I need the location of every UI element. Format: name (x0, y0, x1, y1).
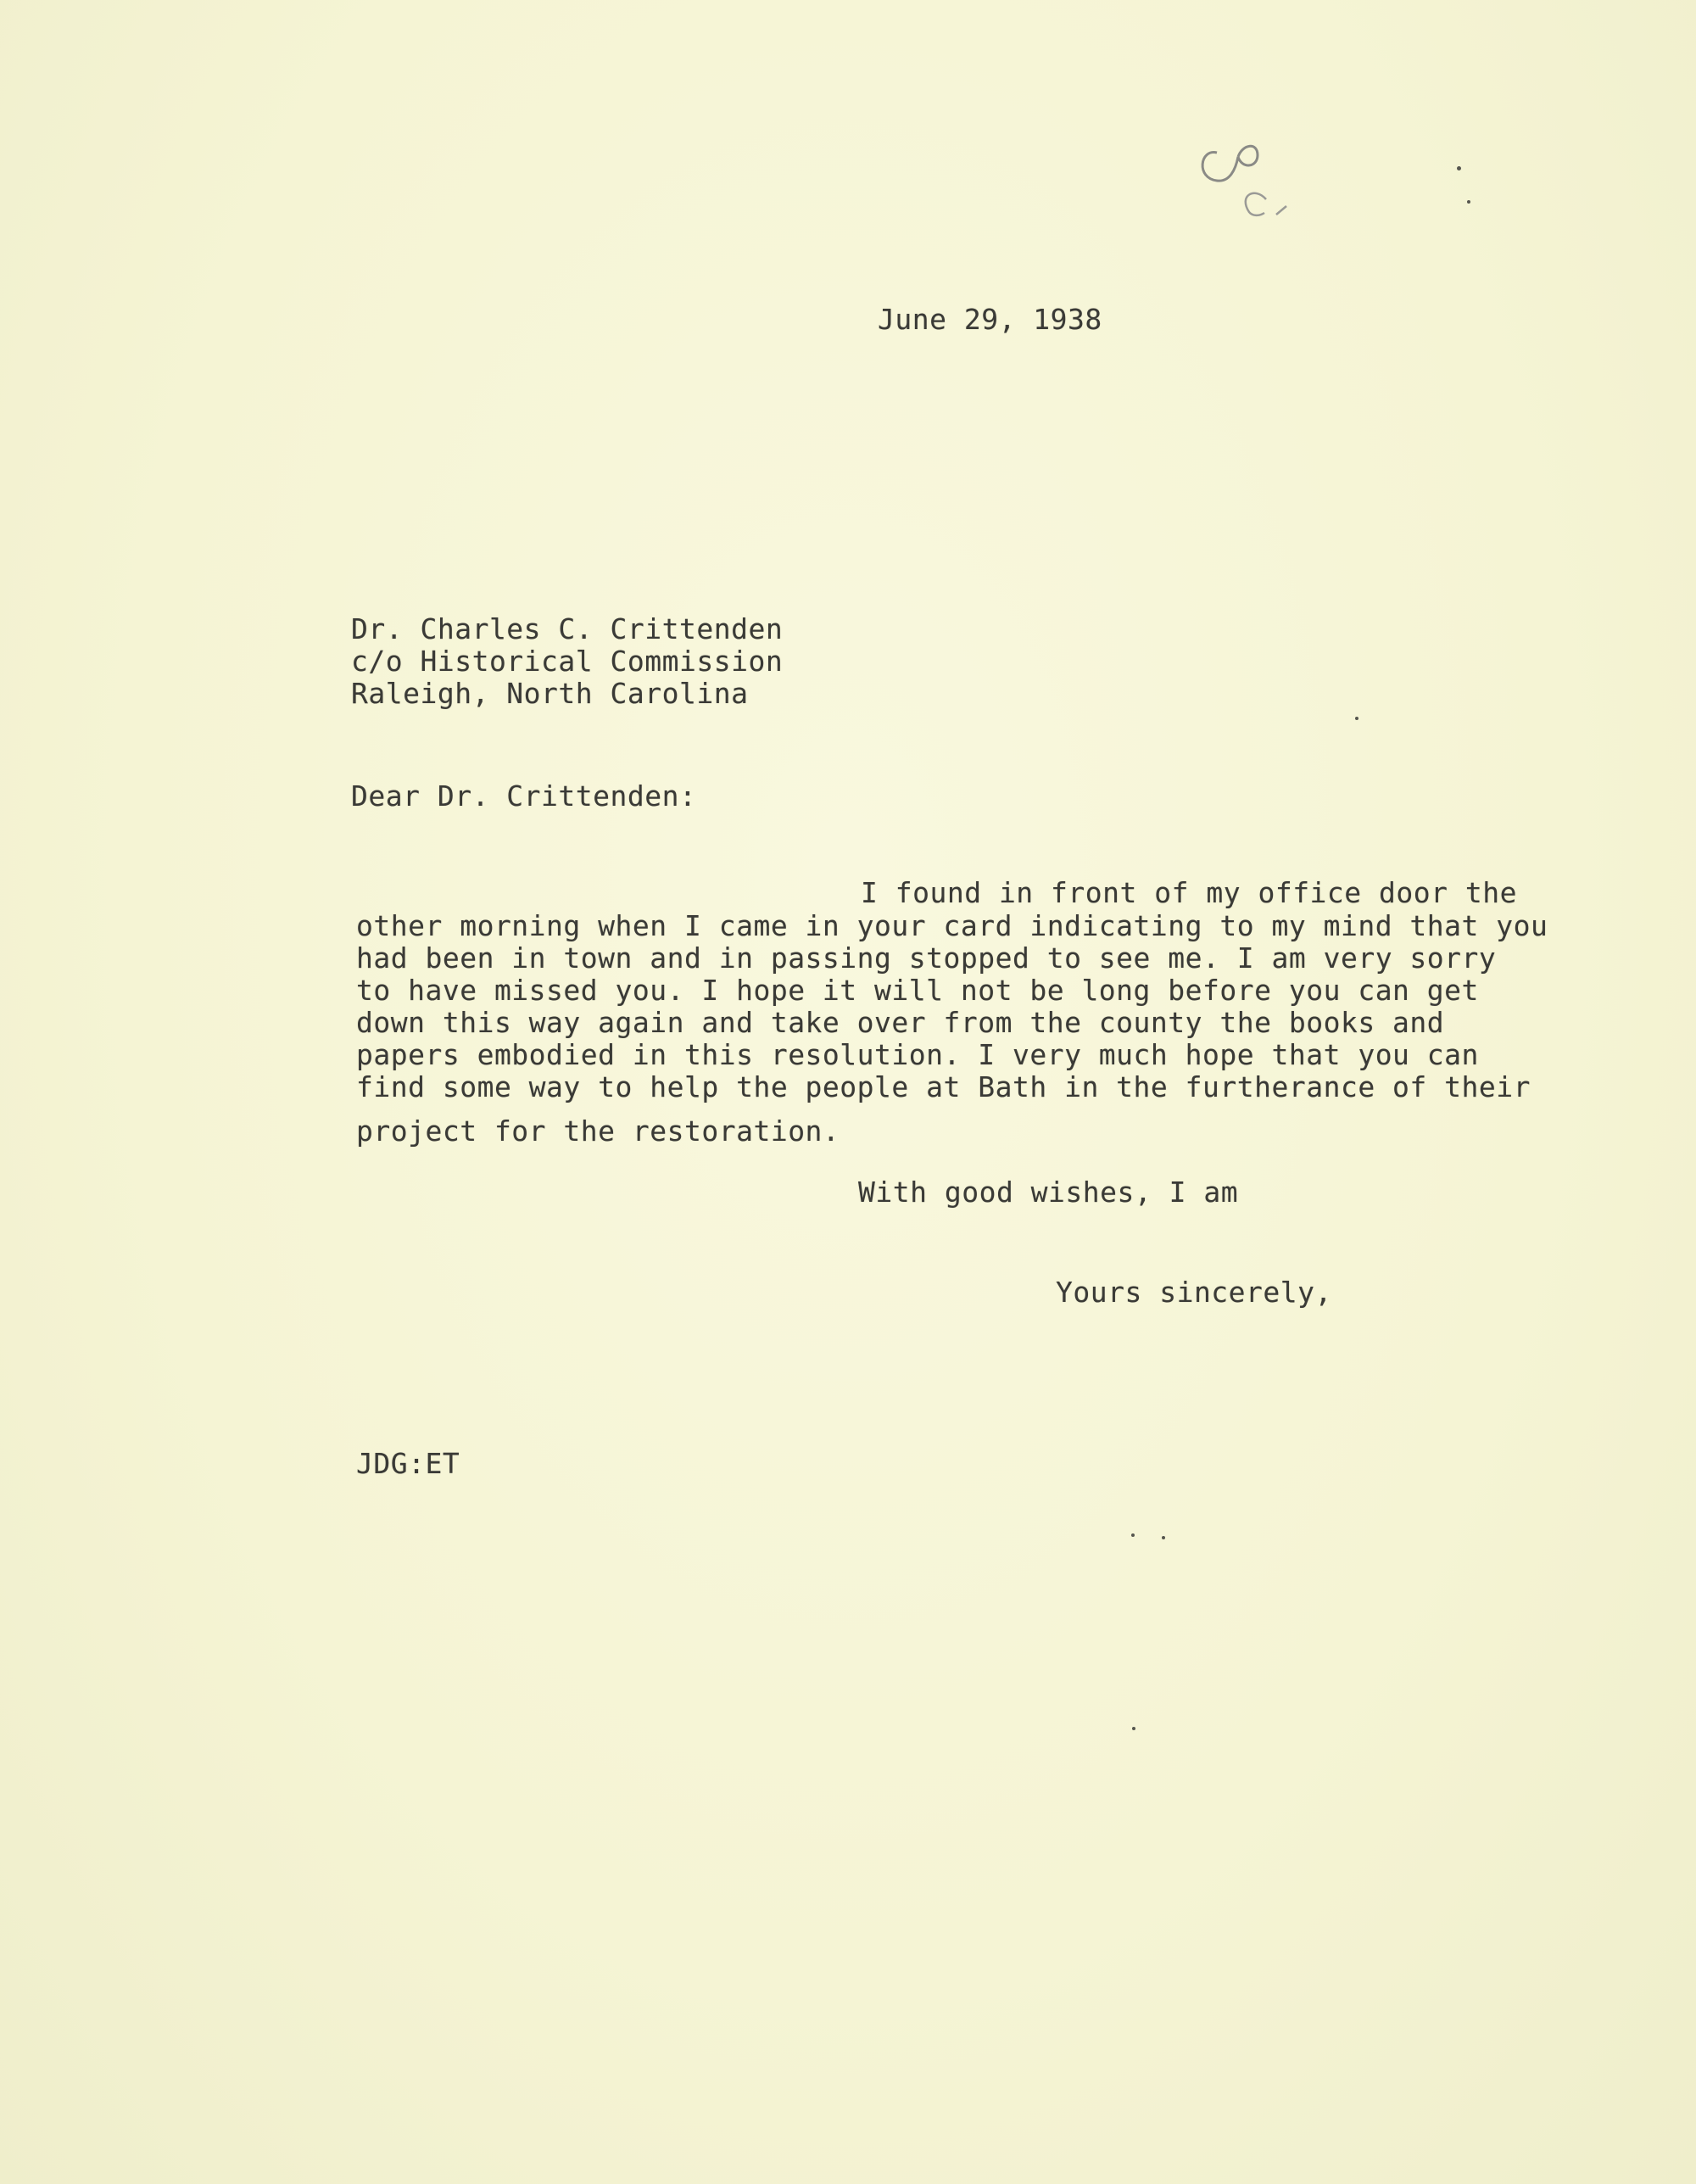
body-line: had been in town and in passing stopped to see me. I am very sorry (356, 941, 1497, 975)
recipient-organization: c/o Historical Commission (351, 645, 784, 678)
body-line: to have missed you. I hope it will not be long before you can get (356, 974, 1479, 1007)
salutation: Dear Dr. Crittenden: (351, 779, 697, 813)
letter-date: June 29, 1938 (878, 303, 1102, 336)
body-line: papers embodied in this resolution. I very much hope that you can (356, 1038, 1479, 1071)
complimentary-close: Yours sincerely, (1056, 1276, 1332, 1309)
body-line: find some way to help the people at Bath in the furtherance of their (356, 1070, 1531, 1103)
pencil-annotation (1191, 131, 1310, 225)
body-line: I found in front of my office door the (861, 876, 1517, 909)
recipient-city: Raleigh, North Carolina (351, 677, 749, 710)
recipient-name: Dr. Charles C. Crittenden (351, 612, 784, 645)
body-line: project for the restoration. (356, 1114, 840, 1148)
closing-line: With good wishes, I am (858, 1176, 1239, 1209)
body-line: down this way again and take over from the county the books and (356, 1006, 1445, 1039)
body-line: other morning when I came in your card indicating to my mind that you (356, 909, 1548, 942)
reference-initials: JDG:ET (356, 1447, 460, 1480)
